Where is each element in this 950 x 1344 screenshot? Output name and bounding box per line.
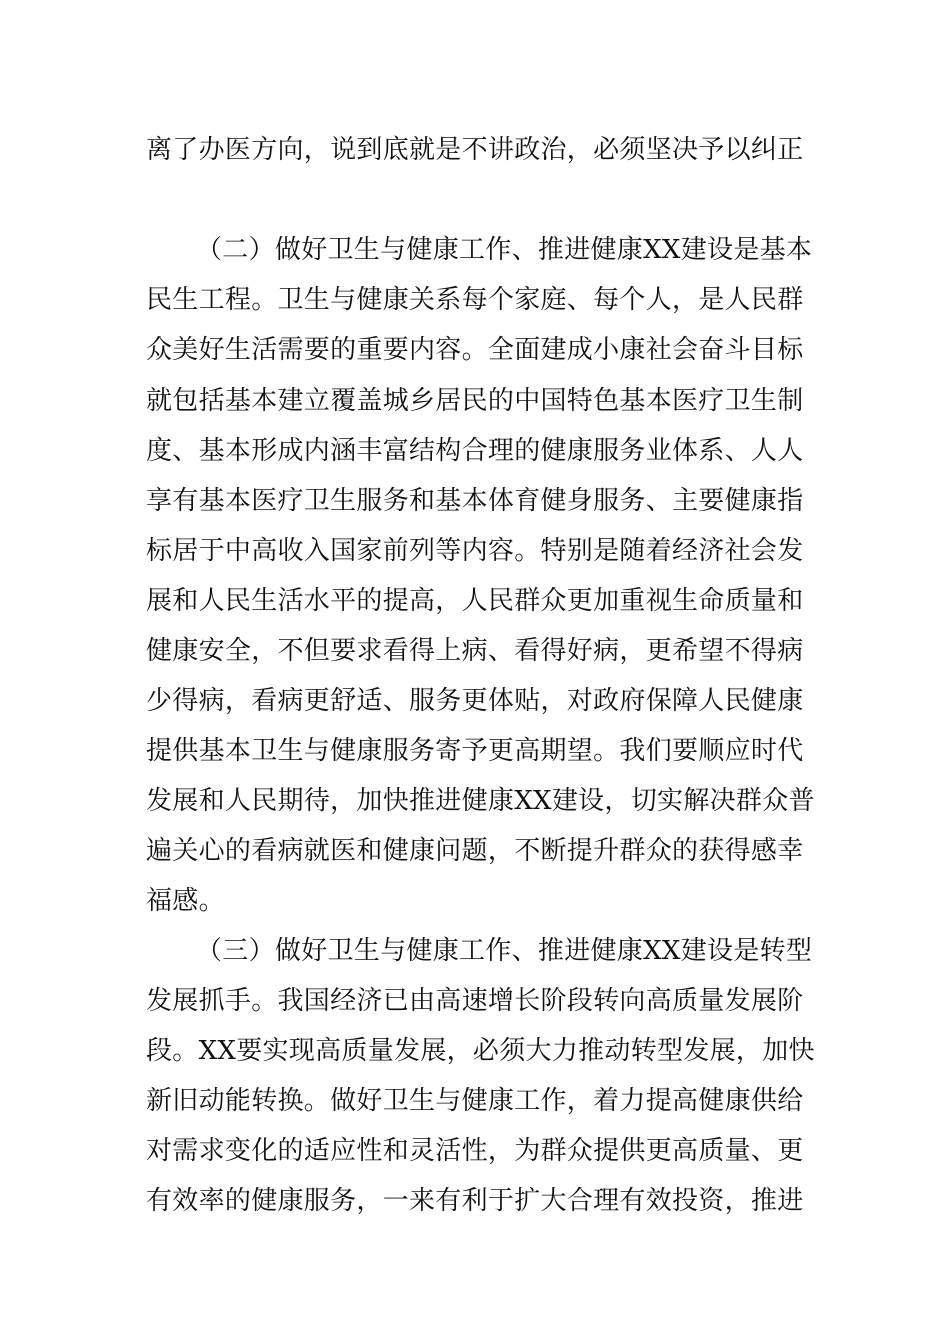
- section-heading-line: （三）做好卫生与健康工作、推进健康XX建设是转型: [196, 936, 813, 966]
- text-line: 提供基本卫生与健康服务寄予更高期望。我们要顺应时代: [146, 736, 804, 766]
- text-line: 离了办医方向，说到底就是不讲政治，必须坚决予以纠正: [146, 135, 804, 165]
- text-line: 遍关心的看病就医和健康问题，不断提升群众的获得感幸: [146, 836, 804, 866]
- text-line: 健康安全，不但要求看得上病、看得好病，更希望不得病: [146, 636, 804, 666]
- text-line: 福感。: [146, 886, 225, 916]
- text-line: 有效率的健康服务，一来有利于扩大合理有效投资，推进: [146, 1186, 804, 1216]
- text-line: 享有基本医疗卫生服务和基本体育健身服务、主要健康指: [146, 486, 804, 516]
- text-line: 民生工程。卫生与健康关系每个家庭、每个人，是人民群: [146, 285, 804, 315]
- text-line: 众美好生活需要的重要内容。全面建成小康社会奋斗目标: [146, 335, 804, 365]
- section-heading-line: （二）做好卫生与健康工作、推进健康XX建设是基本: [196, 235, 813, 265]
- text-line: 展和人民生活水平的提高，人民群众更加重视生命质量和: [146, 586, 804, 616]
- text-line: 段。XX要实现高质量发展，必须大力推动转型发展，加快: [146, 1036, 815, 1066]
- text-line: 对需求变化的适应性和灵活性，为群众提供更高质量、更: [146, 1136, 804, 1166]
- text-line: 就包括基本建立覆盖城乡居民的中国特色基本医疗卫生制: [146, 386, 804, 416]
- text-line: 少得病，看病更舒适、服务更体贴，对政府保障人民健康: [146, 686, 804, 716]
- text-line: 新旧动能转换。做好卫生与健康工作，着力提高健康供给: [146, 1086, 804, 1116]
- text-line: 标居于中高收入国家前列等内容。特别是随着经济社会发: [146, 536, 804, 566]
- text-line: 发展和人民期待，加快推进健康XX建设，切实解决群众普: [146, 786, 815, 816]
- text-line: 发展抓手。我国经济已由高速增长阶段转向高质量发展阶: [146, 986, 804, 1016]
- text-line: 度、基本形成内涵丰富结构合理的健康服务业体系、人人: [146, 436, 804, 466]
